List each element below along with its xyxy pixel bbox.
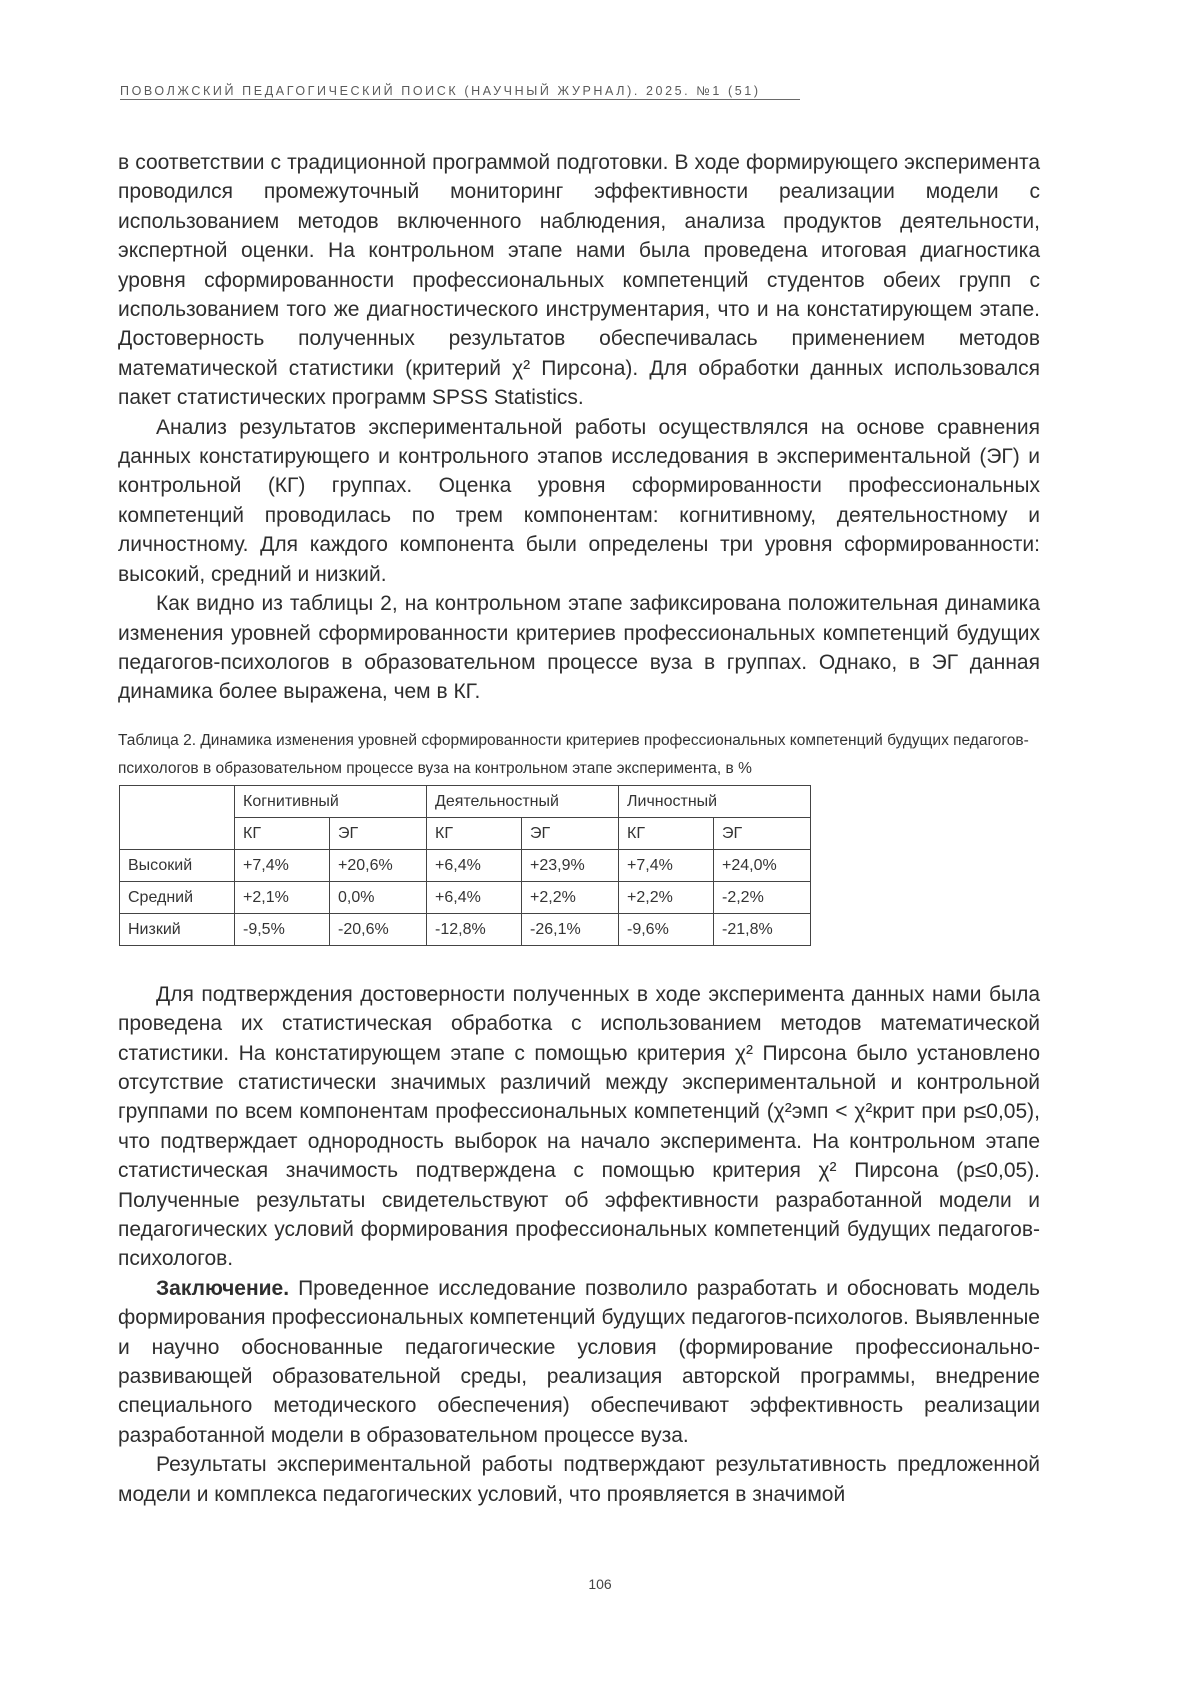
row-label: Средний <box>120 881 235 913</box>
subheader-cell: ЭГ <box>330 817 427 849</box>
table-row <box>120 913 811 945</box>
paragraph-3: Как видно из таблицы 2, на контрольном этапе зафиксирована положительная динамика изменения уровней сформированности критериев профессиональных компетенций будущих педагогов-психологов в образовательном процессе вуза в группах. Однако, в ЭГ данная динамика более выражена, чем в КГ. <box>118 592 1040 704</box>
table-cell: -26,1% <box>522 913 619 945</box>
row-label: Высокий <box>120 849 235 881</box>
conclusion-text: Проведенное исследование позволило разработать и обосновать модель формирования профессиональных компетенций будущих педагогов-психологов. Выявленные и научно обоснованные педагогические условия (формирование профессионально-развивающей образовательной среды, реализация авторской программы, внедрение специального методического обеспечения) обеспечивают эффективность реализации разработанной модели в образовательном процессе вуза. <box>118 1276 1040 1447</box>
row-label: Низкий <box>120 913 235 945</box>
results-table <box>119 785 811 946</box>
subheader-cell: КГ <box>619 817 714 849</box>
paragraph-2: Анализ результатов экспериментальной работы осуществлялся на основе сравнения данных констатирующего и контрольного этапов исследования в экспериментальной (ЭГ) и контрольной (КГ) группах. Оценка уровня сформированности профессиональных компетенций проводилась по трем компонентам: когнитивному, деятельностному и личностному. Для каждого компонента были определены три уровня сформированности: высокий, средний и низкий. <box>118 415 1040 586</box>
subheader-cell: ЭГ <box>714 817 811 849</box>
table-cell: -12,8% <box>427 913 522 945</box>
subheader-cell: КГ <box>427 817 522 849</box>
table-cell: +23,9% <box>522 849 619 881</box>
table-cell: +2,1% <box>235 881 330 913</box>
article-body <box>118 148 1040 1509</box>
table-cell: +6,4% <box>427 849 522 881</box>
table-cell: 0,0% <box>330 881 427 913</box>
table-cell: -20,6% <box>330 913 427 945</box>
table-caption: Таблица 2. Динамика изменения уровней сформированности критериев профессиональных компетенций будущих педагогов-психологов в образовательном процессе вуза на контрольном этапе эксперимента, в % <box>118 731 1029 777</box>
corner-cell <box>120 785 235 849</box>
table-cell: +7,4% <box>235 849 330 881</box>
table-cell: -9,6% <box>619 913 714 945</box>
group-header: Деятельностный <box>427 785 619 817</box>
group-header: Когнитивный <box>235 785 427 817</box>
subheader-cell: КГ <box>235 817 330 849</box>
table-cell: -9,5% <box>235 913 330 945</box>
paragraph-1: в соответствии с традиционной программой подготовки. В ходе формирующего эксперимента проводился промежуточный мониторинг эффективности реализации модели с использованием методов включенного наблюдения, анализа продуктов деятельности, экспертной оценки. На контрольном этапе нами была проведена итоговая диагностика уровня сформированности профессиональных компетенций студентов обеих групп с использованием того же диагностического инструментария, что и на констатирующем этапе. Достоверность полученных результатов обеспечивалась применением методов математической статистики (критерий χ² Пирсона). Для обработки данных использовался пакет статистических программ SPSS Statistics. <box>118 151 1040 410</box>
paragraph-4: Для подтверждения достоверности полученных в ходе эксперимента данных нами была проведена их статистическая обработка с использованием методов математической статистики. На констатирующем этапе с помощью критерия χ² Пирсона было установлено отсутствие статистически значимых различий между экспериментальной и контрольной группами по всем компонентам профессиональных компетенций (χ²эмп < χ²крит при p≤0,05), что подтверждает однородность выборок на начало эксперимента. На контрольном этапе статистическая значимость подтверждена с помощью критерия χ² Пирсона (p≤0,05). Полученные результаты свидетельствуют об эффективности разработанной модели и педагогических условий формирования профессиональных компетенций будущих педагогов-психологов. <box>118 982 1040 1271</box>
table-header-row <box>120 785 811 817</box>
table-cell: +24,0% <box>714 849 811 881</box>
table-row <box>120 849 811 881</box>
paragraph-5 <box>118 1274 1040 1450</box>
page-number: 106 <box>588 1576 612 1592</box>
running-header: ПОВОЛЖСКИЙ ПЕДАГОГИЧЕСКИЙ ПОИСК (НАУЧНЫЙ ЖУРНАЛ). 2025. №1 (51) <box>120 84 800 100</box>
subheader-cell: ЭГ <box>522 817 619 849</box>
table-cell: +6,4% <box>427 881 522 913</box>
table-row <box>120 881 811 913</box>
group-header: Личностный <box>619 785 811 817</box>
table-cell: +7,4% <box>619 849 714 881</box>
table-cell: -21,8% <box>714 913 811 945</box>
conclusion-heading: Заключение. <box>156 1276 290 1300</box>
paragraph-6: Результаты экспериментальной работы подтверждают результативность предложенной модели и комплекса педагогических условий, что проявляется в значимой <box>118 1453 1040 1506</box>
table-cell: +2,2% <box>619 881 714 913</box>
table-cell: +20,6% <box>330 849 427 881</box>
table-cell: -2,2% <box>714 881 811 913</box>
table-cell: +2,2% <box>522 881 619 913</box>
